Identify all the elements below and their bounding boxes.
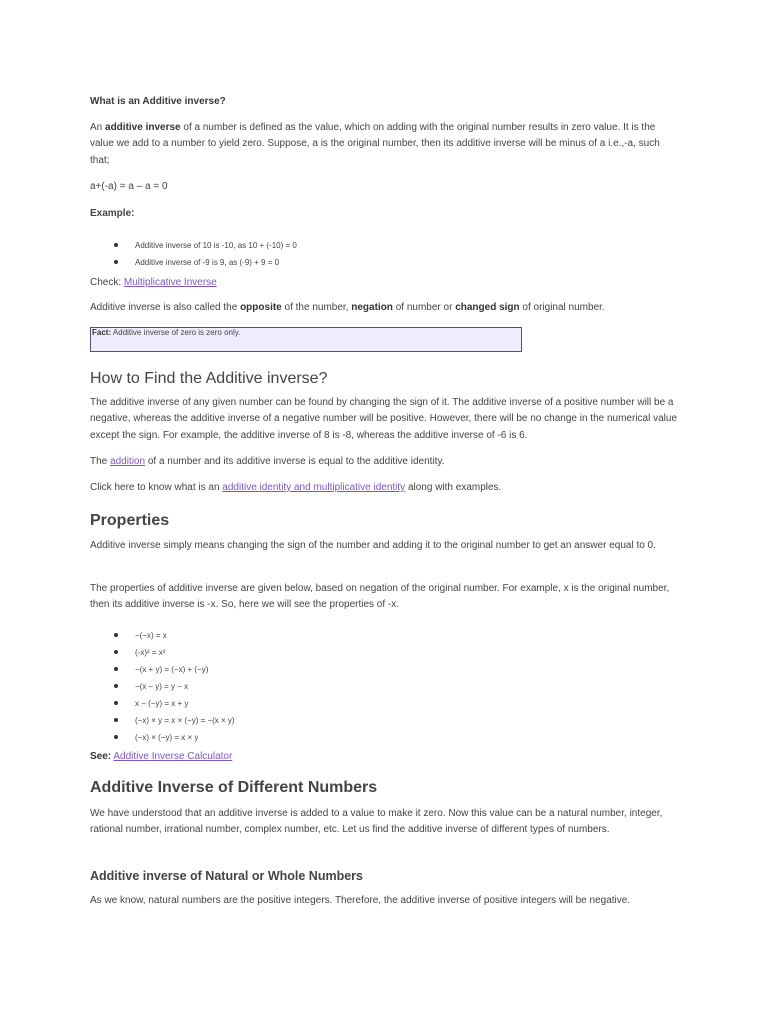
list-item: (-x)² = x² xyxy=(90,644,235,661)
natural-numbers-paragraph: As we know, natural numbers are the positive integers. Therefore, the additive inverse of positive integers will be negative. xyxy=(90,895,631,906)
properties-paragraph: The properties of additive inverse are given below, based on negation of the original number. For example, x is the original number, then its additive inverse is -x. So, here we will see the properties of -x. xyxy=(90,583,670,611)
fact-box xyxy=(90,327,522,352)
list-item: Additive inverse of -9 is 9, as (-9) + 9 = 0 xyxy=(90,254,297,271)
properties-intro: Additive inverse simply means changing the sign of the number and adding it to the original number to get an answer equal to 0. xyxy=(90,540,656,551)
how-to-heading: How to Find the Additive inverse? xyxy=(90,370,328,387)
properties-list xyxy=(90,627,235,746)
equation: a+(-a) = a – a = 0 xyxy=(90,181,168,192)
identity-paragraph: Click here to know what is an additive identity and multiplicative identity along with examples. xyxy=(90,482,502,493)
calculator-link[interactable]: Additive Inverse Calculator xyxy=(113,751,233,762)
properties-heading: Properties xyxy=(90,512,170,529)
section-question-heading: What is an Additive inverse? xyxy=(90,96,226,107)
natural-numbers-subheading: Additive inverse of Natural or Whole Numbers xyxy=(90,869,363,883)
list-item: x − (−y) = x + y xyxy=(90,695,235,712)
additive-inverse-term: additive inverse xyxy=(105,122,181,133)
addition-link[interactable]: addition xyxy=(110,456,146,467)
example-label: Example: xyxy=(90,208,135,219)
addition-paragraph: The addition of a number and its additive inverse is equal to the additive identity. xyxy=(90,456,445,467)
different-numbers-heading: Additive Inverse of Different Numbers xyxy=(90,779,378,796)
fact-text: Additive inverse of zero is zero only. xyxy=(111,328,241,337)
definition-paragraph: An additive inverse of a number is defined as the value, which on adding with the original number results in zero value. It is the value we add to a number to yield zero. Suppose, a is the original number, then its additive inverse will be minus of a i.e.,-a, such that; xyxy=(90,122,660,166)
list-item: (−x) × y = x × (−y) = −(x × y) xyxy=(90,712,235,729)
see-line: See: Additive Inverse Calculator xyxy=(90,751,233,762)
example-list xyxy=(90,237,297,271)
opposite-paragraph: Additive inverse is also called the opposite of the number, negation of number or changed sign of original number. xyxy=(90,302,605,313)
list-item: −(x + y) = (−x) + (−y) xyxy=(90,661,235,678)
check-line: Check: Multiplicative Inverse xyxy=(90,277,217,288)
different-numbers-paragraph: We have understood that an additive inverse is added to a value to make it zero. Now this value can be a natural number, integer, rational number, irrational number, complex number, etc. Let us find the additive inverse of different types of numbers. xyxy=(90,808,663,836)
list-item: −(x – y) = y − x xyxy=(90,678,235,695)
identity-link[interactable]: additive identity and multiplicative identity xyxy=(222,482,406,493)
multiplicative-inverse-link[interactable]: Multiplicative Inverse xyxy=(123,277,217,288)
list-item: −(−x) = x xyxy=(90,627,235,644)
list-item: Additive inverse of 10 is -10, as 10 + (-10) = 0 xyxy=(90,237,297,254)
fact-label: Fact: xyxy=(92,328,112,337)
list-item: (−x) × (−y) = x × y xyxy=(90,729,235,746)
how-to-paragraph: The additive inverse of any given number can be found by changing the sign of it. The additive inverse of a positive number will be a negative, whereas the additive inverse of a negative number will be positive. However, there will be no change in the numerical value except the sign. For example, the additive inverse of 8 is -8, whereas the additive inverse of -6 is 6. xyxy=(90,397,678,441)
